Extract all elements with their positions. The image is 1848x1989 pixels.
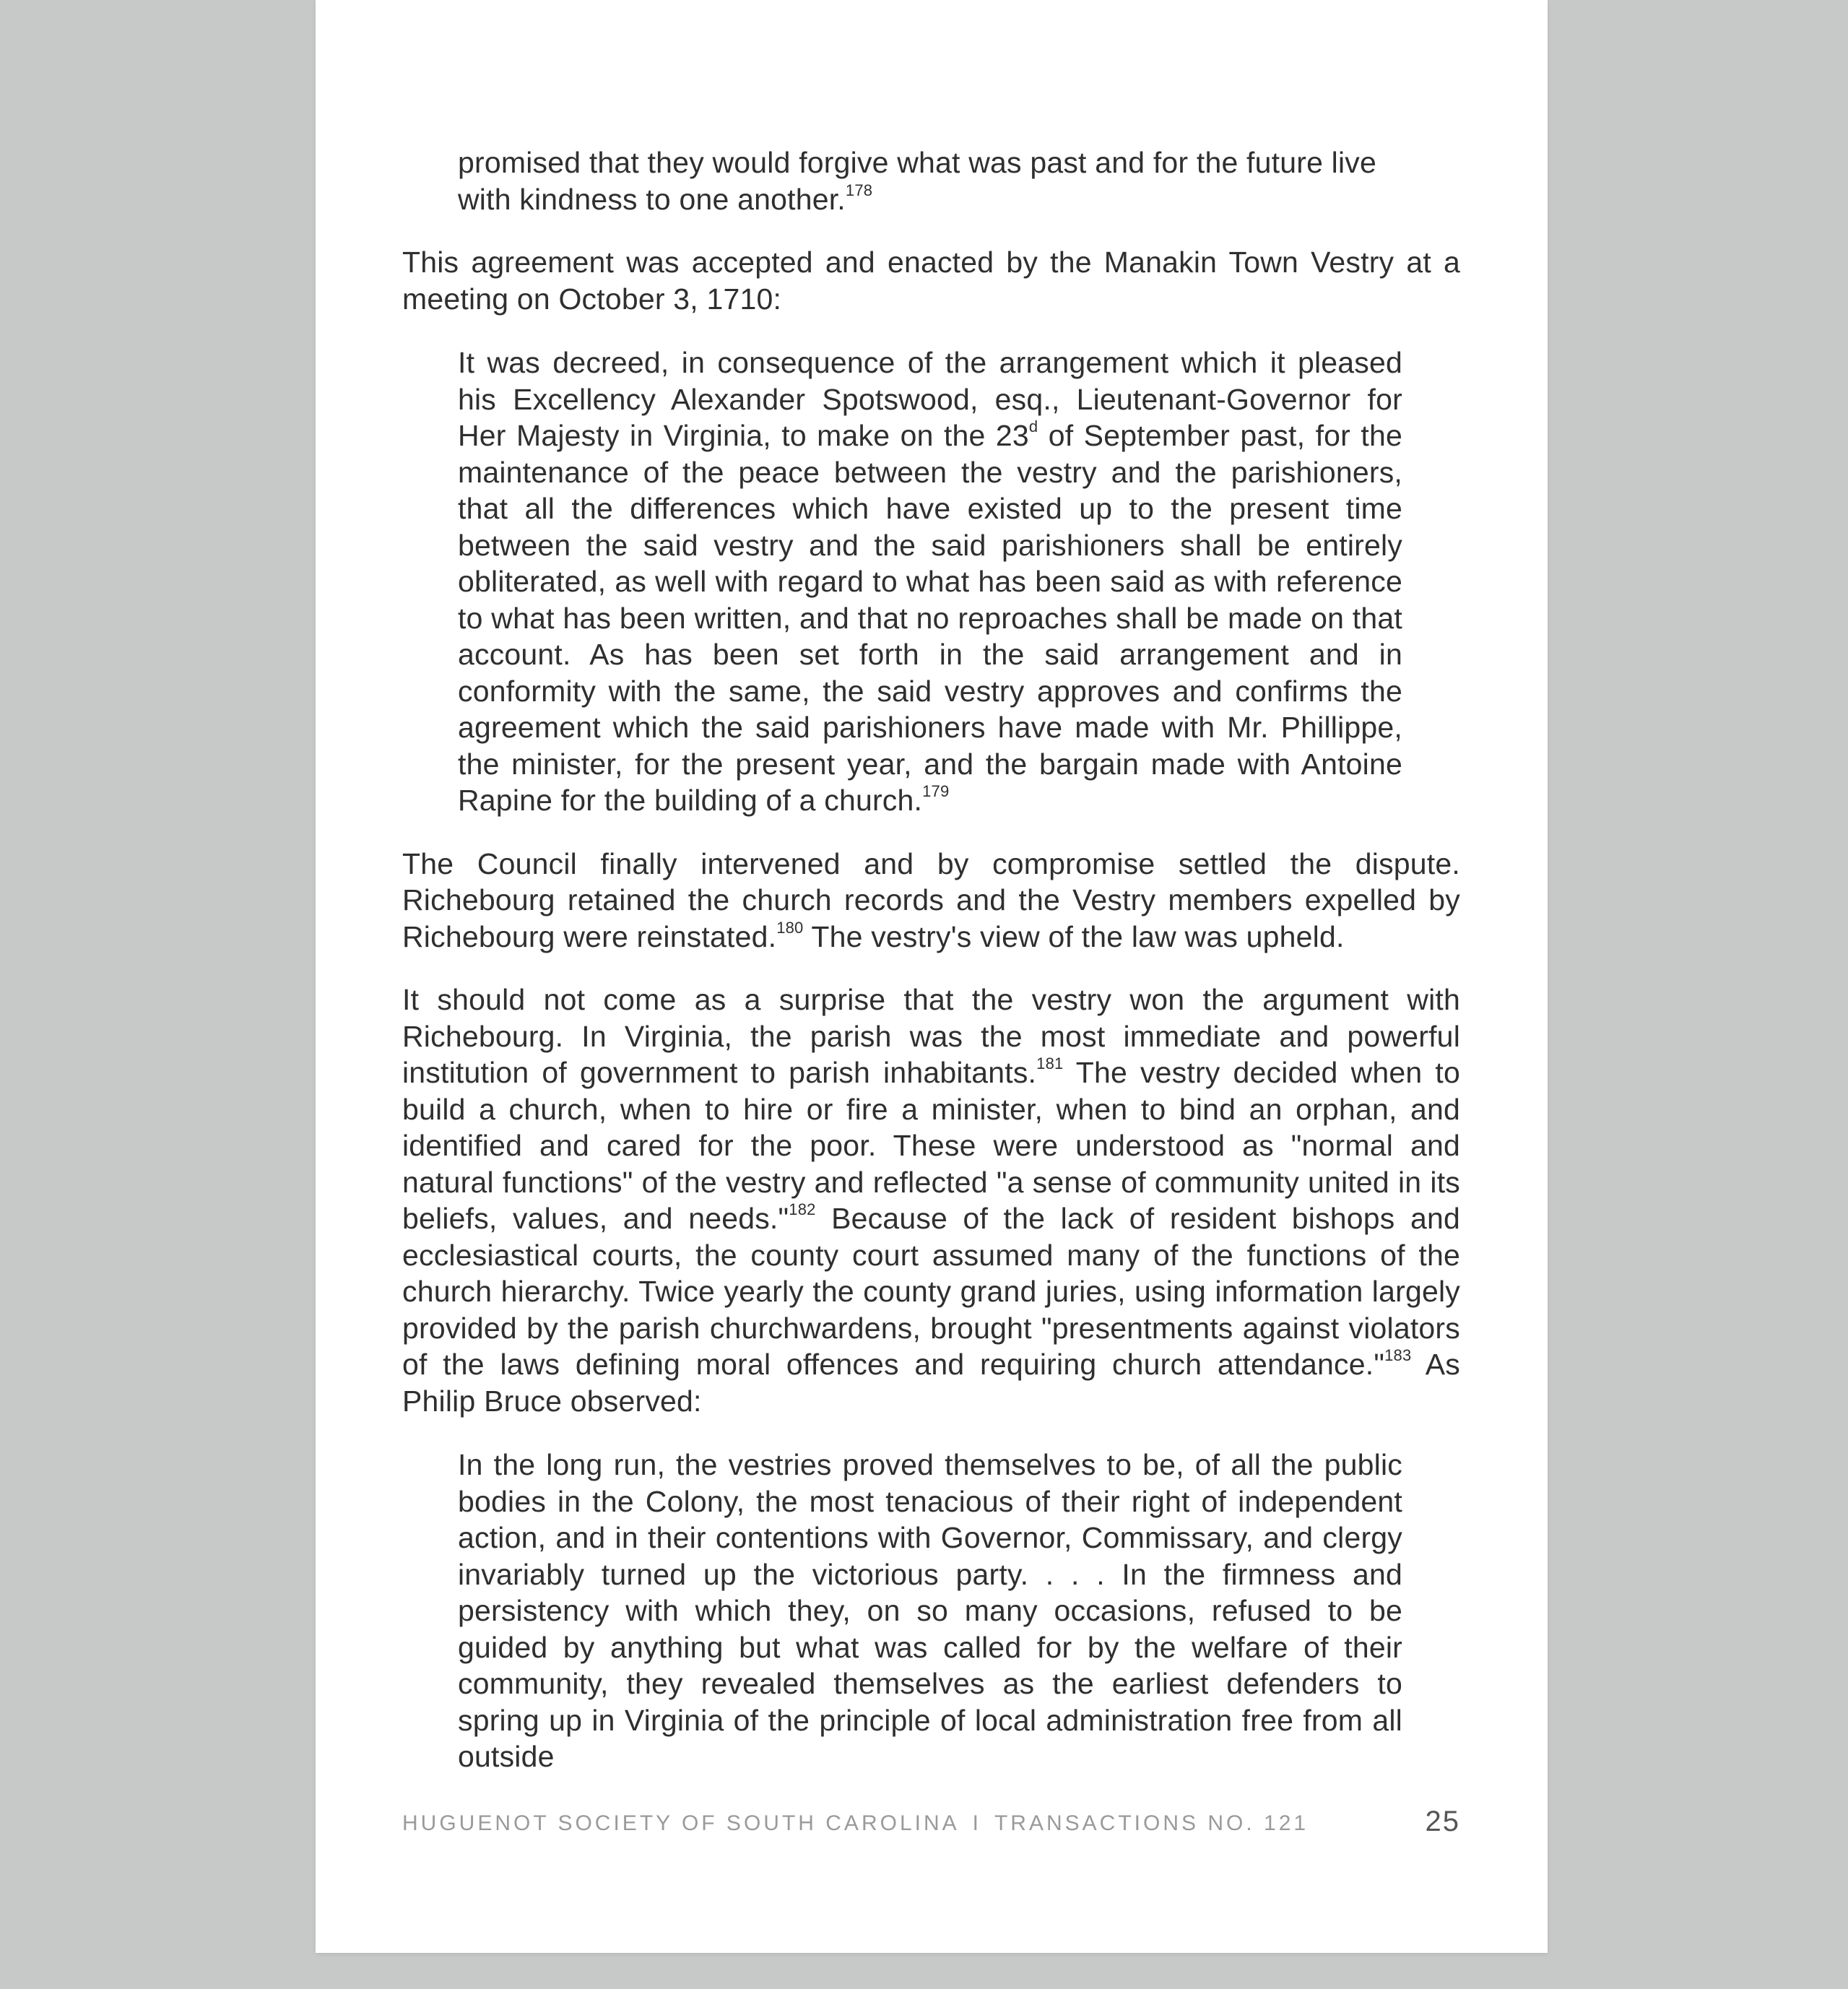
paragraph-agreement	[402, 244, 1460, 317]
footnote-ref: 180	[776, 918, 804, 937]
quote-continuation-text: promised that they would forgive what was past and for the future live with kindness to one another.	[458, 146, 1377, 216]
paragraph-vestry-power	[402, 982, 1460, 1419]
block-quote-continuation	[458, 144, 1402, 217]
quote-text: It was decreed, in consequence of the arrangement which it pleased his Excellency Alexander Spotswood, esq., Lieutenant-Governor for Her Majesty in Virginia, to make on the 23	[458, 346, 1402, 452]
block-quote-bruce	[458, 1447, 1402, 1775]
footer-separator: I	[972, 1811, 981, 1835]
ordinal-suffix: d	[1028, 417, 1038, 436]
page-footer	[402, 1806, 1460, 1849]
paragraph-text: Because of the lack of resident bishops and ecclesiastical courts, the county court assumed many of the functions of the church hierarchy. Twice yearly the county grand juries, using information largely provided by the parish churchwardens, brought "presentments against violators of the laws defining moral offences and requiring church attendance."	[402, 1202, 1460, 1381]
paragraph-text: This agreement was accepted and enacted by the Manakin Town Vestry at a meeting on October 3, 1710:	[402, 246, 1460, 316]
paragraph-council	[402, 846, 1460, 956]
quote-text: In the long run, the vestries proved themselves to be, of all the public bodies in the Colony, the most tenacious of their right of independent action, and in their contentions with Governor, Commissary, and clergy invariably turned up the victorious party. . . . In the firmness and persistency with which they, on so many occasions, refused to be guided by anything but what was called for by the welfare of their community, they revealed themselves as the earliest defenders to spring up in Virginia of the principle of local administration free from all outside	[458, 1448, 1402, 1773]
transactions-number: TRANSACTIONS NO. 121	[994, 1811, 1309, 1835]
paragraph-text: The vestry decided when to build a church, when to hire or fire a minister, when to bind an orphan, and identified and cared for the poor. These were understood as "normal and natural functions" of the vestry and reflected "a sense of community united in its beliefs, values, and needs."	[402, 1056, 1460, 1235]
society-name: HUGUENOT SOCIETY OF SOUTH CAROLINA	[402, 1811, 960, 1835]
paragraph-text: It should not come as a surprise that the vestry won the argument with Richebourg. In Virginia, the parish was the most immediate and powerful institution of government to parish inhabitants.	[402, 983, 1460, 1089]
footnote-ref: 183	[1384, 1346, 1412, 1365]
page-number: 25	[1425, 1806, 1460, 1837]
running-footer	[402, 1811, 1309, 1836]
footnote-ref: 182	[789, 1200, 816, 1219]
paragraph-text: The Council finally intervened and by compromise settled the dispute. Richebourg retained the church records and the Vestry members expelled by Richebourg were reinstated.	[402, 846, 1460, 953]
footnote-ref: 181	[1036, 1054, 1064, 1073]
block-quote-decree	[458, 344, 1402, 819]
footnote-ref: 179	[922, 782, 950, 801]
quote-text: of September past, for the maintenance of the peace between the vestry and the parishioners, that all the differences which have existed up to the present time between the said vestry and the said parishioners shall be entirely obliterated, as well with regard to what has been said as with reference to what has been written, and that no reproaches shall be made on that account. As has been set forth in the said arrangement and in conformity with the same, the said vestry approves and confirms the agreement which the said parishioners have made with Mr. Phillippe, the minister, for the present year, and the bargain made with Antoine Rapine for the building of a church.	[458, 419, 1402, 817]
book-page	[316, 0, 1548, 1953]
footnote-ref: 178	[845, 181, 873, 199]
page-body	[402, 144, 1460, 1775]
paragraph-text: As Philip Bruce observed:	[402, 1348, 1461, 1418]
paragraph-text: The vestry's view of the law was upheld.	[803, 919, 1345, 953]
